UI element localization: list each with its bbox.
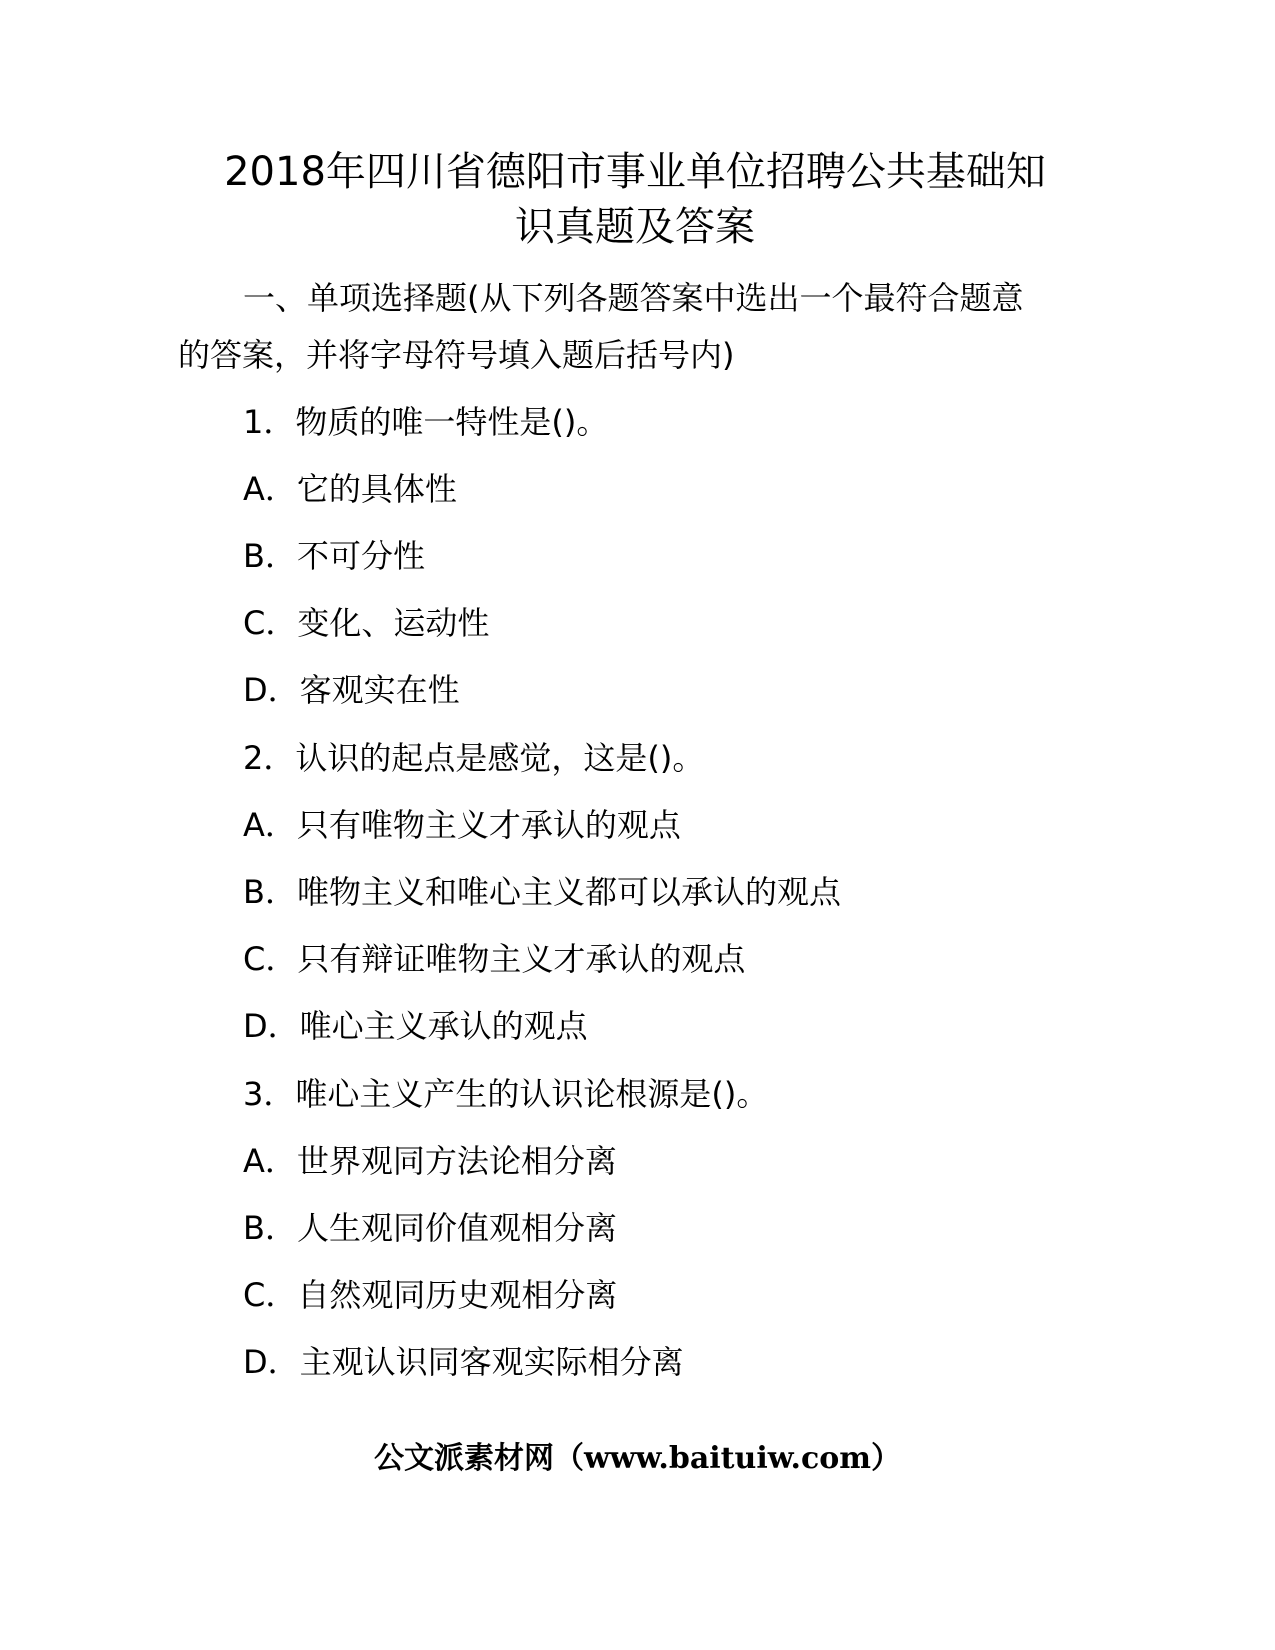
question-2-stem: 2．认识的起点是感觉，这是()。 (243, 739, 705, 777)
page-title-line-2: 识真题及答案 (515, 204, 755, 250)
question-3-option-b: B．人生观同价值观相分离 (243, 1209, 617, 1247)
question-2-option-c: C．只有辩证唯物主义才承认的观点 (243, 940, 746, 978)
footer-source: 公文派素材网（www.baituiw.com） (373, 1441, 902, 1476)
question-3-option-a: A．世界观同方法论相分离 (243, 1142, 617, 1180)
question-1-option-b: B．不可分性 (243, 537, 425, 575)
question-1-option-a: A．它的具体性 (243, 470, 457, 508)
question-3-option-d: D．主观认识同客观实际相分离 (243, 1343, 684, 1381)
section-heading-line-2: 的答案，并将字母符号填入题后括号内) (178, 336, 735, 374)
question-2-option-b: B．唯物主义和唯心主义都可以承认的观点 (243, 873, 841, 911)
section-heading-line-1: 一、单项选择题(从下列各题答案中选出一个最符合题意 (243, 279, 1024, 317)
page-title-line-1: 2018年四川省德阳市事业单位招聘公共基础知 (224, 149, 1046, 195)
question-2-option-d: D．唯心主义承认的观点 (243, 1007, 588, 1045)
question-1-option-d: D．客观实在性 (243, 671, 460, 709)
question-1-option-c: C．变化、运动性 (243, 604, 490, 642)
question-1-stem: 1．物质的唯一特性是()。 (243, 403, 609, 441)
question-3-stem: 3．唯心主义产生的认识论根源是()。 (243, 1075, 769, 1113)
question-2-option-a: A．只有唯物主义才承认的观点 (243, 806, 681, 844)
question-3-option-c: C．自然观同历史观相分离 (243, 1276, 618, 1314)
